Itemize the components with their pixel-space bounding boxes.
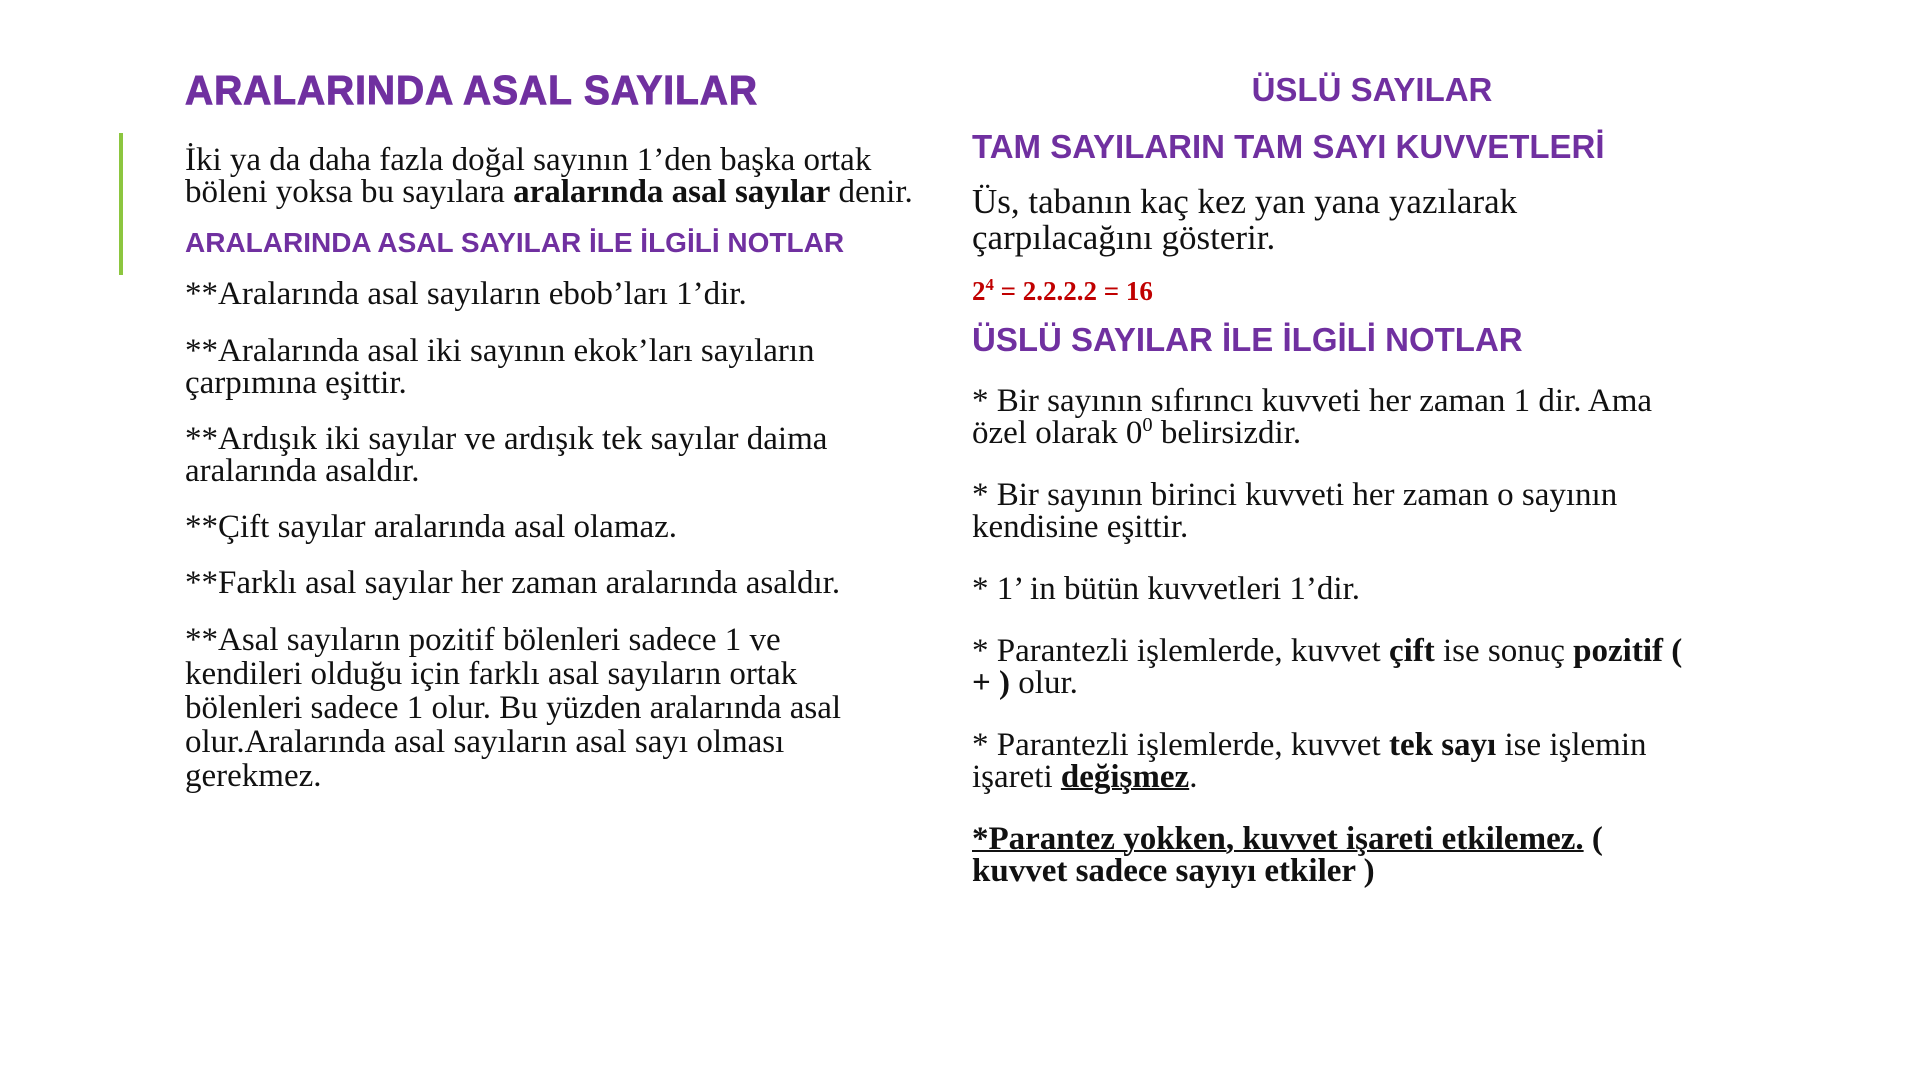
notes-heading-left: ARALARINDA ASAL SAYILAR İLE İLGİLİ NOTLAR — [185, 227, 845, 258]
note-item: * Parantezli işlemlerde, kuvvet çift ise sonuç pozitif ( + ) olur. — [972, 633, 1683, 701]
section-title-aralarinda-asal: ARALARINDA ASAL SAYILAR — [185, 67, 758, 113]
note-item: **Farklı asal sayılar her zaman aralarında asaldır. — [185, 565, 841, 601]
left-column — [185, 66, 925, 793]
note-item: **Aralarında asal sayıların ebob’ları 1’dir. — [185, 276, 747, 312]
note-item: * 1’ in bütün kuvvetleri 1’dir. — [972, 571, 1360, 607]
note-item: **Asal sayıların pozitif bölenleri sadece 1 ve kendileri olduğu için farklı asal sayıların ortak bölenleri sadece 1 olur. Bu yüzden aralarında asal olur.Aralarında asal sayıların asal sayı olması gerekmez. — [185, 622, 842, 794]
note-item: * Parantezli işlemlerde, kuvvet tek sayı ise işlemin işareti değişmez. — [972, 727, 1647, 795]
notes-heading-right: ÜSLÜ SAYILAR İLE İLGİLİ NOTLAR — [972, 321, 1523, 358]
power-formula: $2^4 = 2.2.2.2 = 16$ — [972, 275, 1153, 306]
definition-paragraph: Üs, tabanın kaç kez yan yana yazılarak çarpılacağını gösterir. — [972, 182, 1518, 257]
note-item: **Aralarında asal iki sayının ekok’ları sayıların çarpımına eşittir. — [185, 333, 815, 401]
note-item: * Bir sayının sıfırıncı kuvveti her zaman 1 dir. Ama özel olarak $0^0$ belirsizdir. — [972, 383, 1653, 451]
note-item: * Bir sayının birinci kuvveti her zaman o sayının kendisine eşittir. — [972, 477, 1618, 545]
note-item: **Çift sayılar aralarında asal olamaz. — [185, 509, 678, 545]
subtitle-tam-sayilar: TAM SAYILARIN TAM SAYI KUVVETLERİ — [972, 128, 1605, 165]
right-column — [972, 66, 1752, 887]
accent-bar — [119, 133, 123, 275]
section-title-uslu-sayilar: ÜSLÜ SAYILAR — [1251, 71, 1493, 108]
note-item-bold: *Parantez yokken, kuvvet işareti etkilemez. ( kuvvet sadece sayıyı etkiler ) — [972, 821, 1603, 889]
intro-paragraph: İki ya da daha fazla doğal sayının 1’den başka ortak böleni yoksa bu sayılara aralarında asal sayılar denir. — [185, 142, 913, 210]
note-item: **Ardışık iki sayılar ve ardışık tek sayılar daima aralarında asaldır. — [185, 421, 828, 489]
intro-bold: aralarında asal sayılar — [513, 174, 831, 210]
